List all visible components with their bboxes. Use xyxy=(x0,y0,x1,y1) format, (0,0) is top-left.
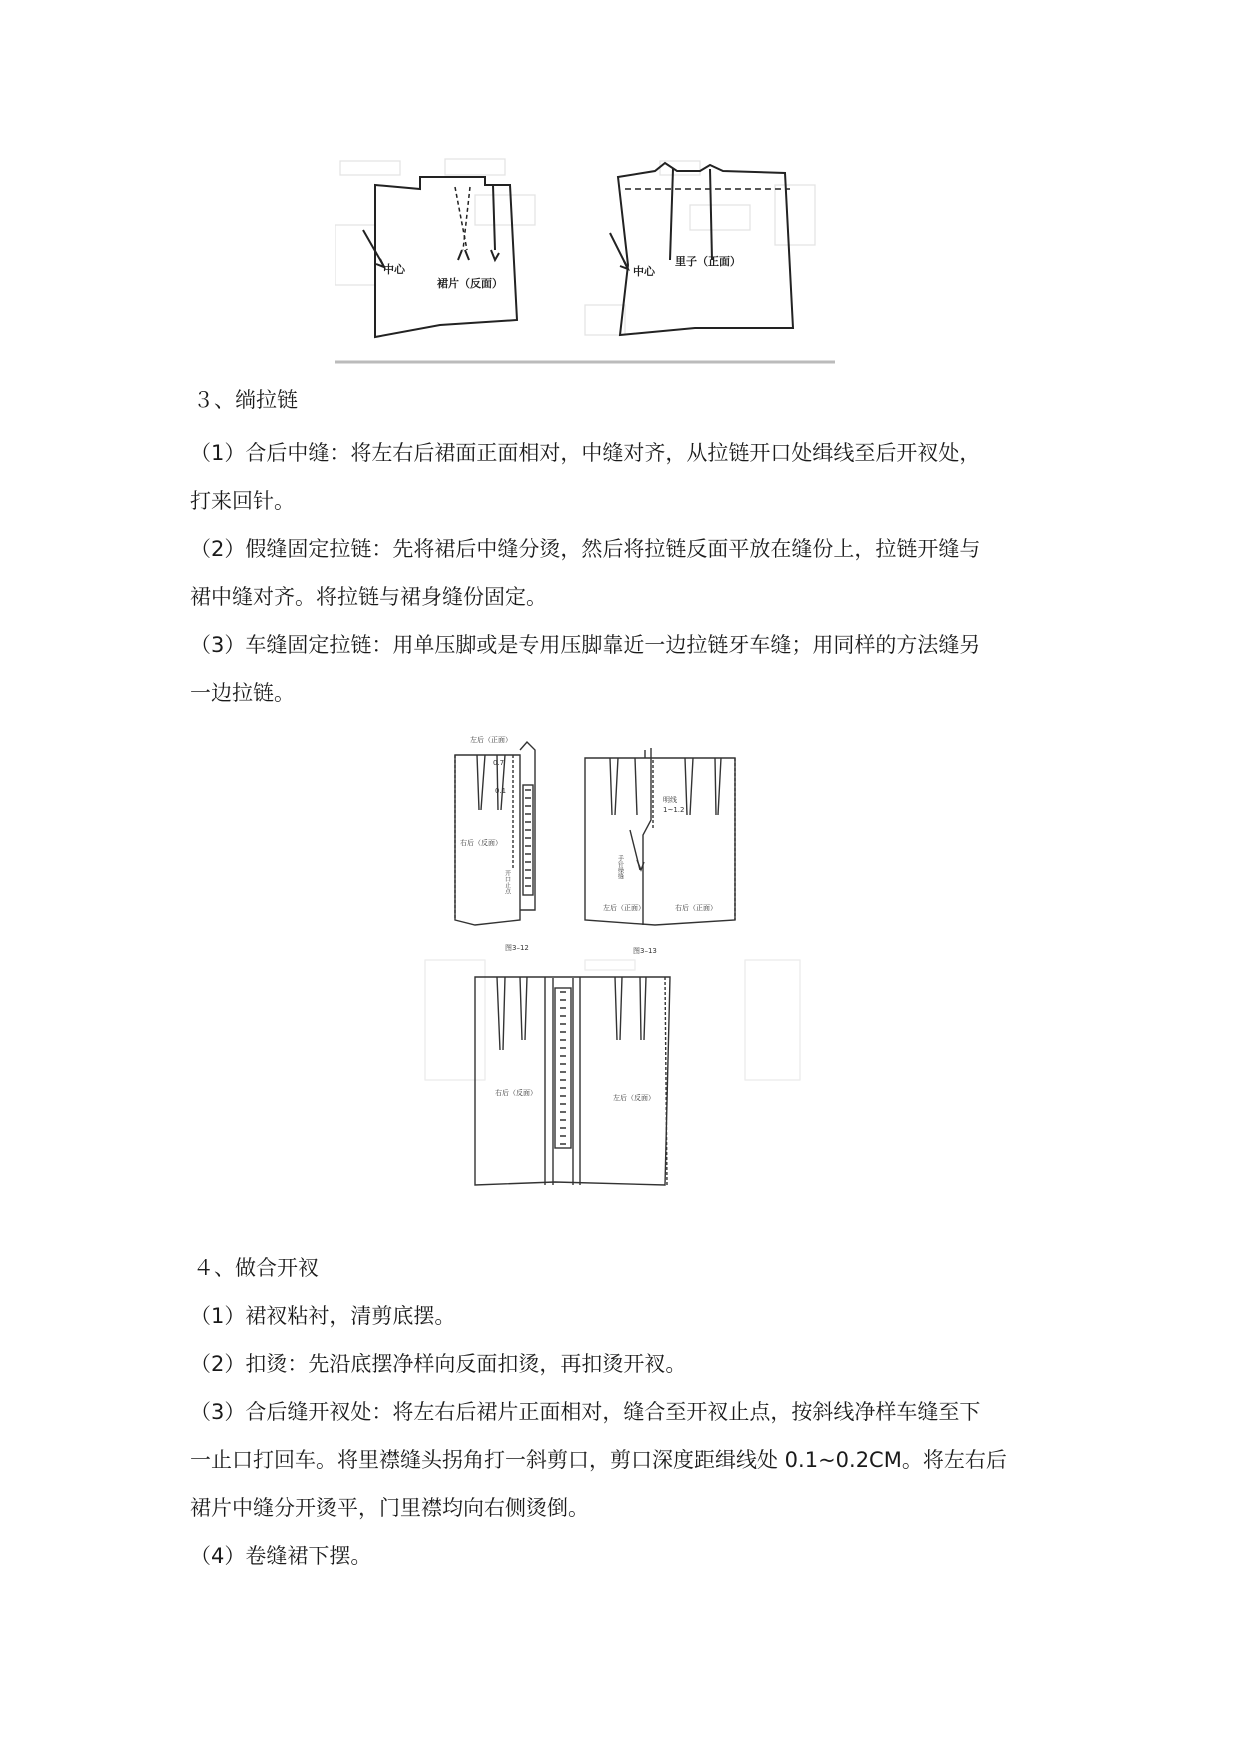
section3-step-2-line1: （2）假缝固定拉链：先将裙后中缝分烫，然后将拉链反面平放在缝份上，拉链开缝与 xyxy=(190,537,981,561)
panel-b-stitch-label-2: 1~1.2 xyxy=(663,806,685,814)
section4-line-3: （3）合后缝开衩处：将左右后裙片正面相对，缝合至开衩止点，按斜线净样车缝至下 xyxy=(190,1400,981,1424)
panel-a-stop-label: 开口止点 xyxy=(503,870,511,894)
section3-step-1-line1: （1）合后中缝：将左右后裙面正面相对，中缝对齐，从拉链开口处缉线至后开衩处， xyxy=(190,441,981,465)
section4-line-2: （2）扣烫：先沿底摆净样向反面扣烫，再扣烫开衩。 xyxy=(190,1352,687,1376)
right-center-label: 中心 xyxy=(633,265,655,278)
left-center-label: 中心 xyxy=(383,263,405,276)
panel-b-hand-label: 手针缲缝 xyxy=(616,855,624,879)
section4-line-1: （1）裙衩粘衬，清剪底摆。 xyxy=(190,1304,456,1328)
section3-heading: ３、绱拉链 xyxy=(193,388,298,412)
section3-step-2-line2: 裙中缝对齐。将拉链与裙身缝份固定。 xyxy=(190,585,547,609)
panel-b-caption: 图3–13 xyxy=(633,947,657,955)
panel-a-top-label: 左后（正面） xyxy=(470,736,512,744)
panel-b-stitch-label-1: 明线 xyxy=(663,796,677,804)
section4-line-6: （4）卷缝裙下摆。 xyxy=(190,1544,372,1568)
section3-step-3 xyxy=(190,621,1060,717)
section3-step-1-line2: 打来回针。 xyxy=(190,489,295,513)
panel-b-left-label: 左后（正面） xyxy=(603,904,645,912)
panel-a-measure-1: 0.7 xyxy=(493,759,505,767)
figure-skirt-back-piece xyxy=(335,155,835,365)
panel-a-body-label: 右后（反面） xyxy=(460,839,502,847)
panel-a-measure-2: 0.1 xyxy=(495,787,507,795)
panel-b-right-label: 右后（正面） xyxy=(675,904,717,912)
section4-body xyxy=(190,1292,1060,1580)
right-piece-label: 里子（正面） xyxy=(675,255,741,268)
figure-zipper-installation xyxy=(415,720,815,1190)
section3-step-3-line1: （3）车缝固定拉链：用单压脚或是专用压脚靠近一边拉链牙车缝；用同样的方法缝另 xyxy=(190,633,981,657)
panel-c-right-label: 左后（反面） xyxy=(613,1094,655,1102)
section4-heading: ４、做合开衩 xyxy=(193,1256,319,1280)
section4-line-5: 裙片中缝分开烫平，门里襟均向右侧烫倒。 xyxy=(190,1496,589,1520)
panel-c-left-label: 右后（反面） xyxy=(495,1089,537,1097)
panel-a-caption: 图3–12 xyxy=(505,944,529,952)
section3-step-3-line2: 一边拉链。 xyxy=(190,681,295,705)
left-piece-label: 裙片（反面） xyxy=(437,277,503,290)
section3-step-1 xyxy=(190,429,1060,525)
section3-step-2 xyxy=(190,525,1060,621)
section4-line-4: 一止口打回车。将里襟缝头拐角打一斜剪口，剪口深度距缉线处 0.1~0.2CM。将左右后 xyxy=(190,1448,1007,1472)
